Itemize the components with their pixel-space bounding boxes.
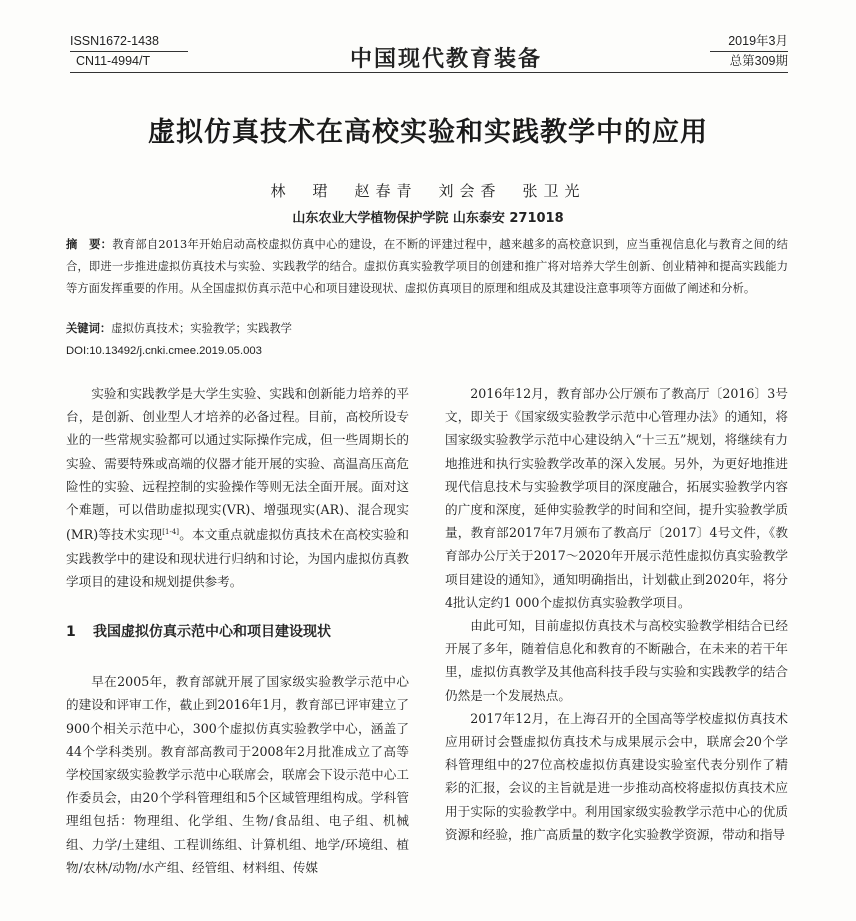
right-column [445, 382, 788, 846]
issn: ISSN1672-1438 [70, 32, 188, 52]
abstract [66, 234, 788, 300]
issue-date: 2019年3月 [710, 32, 788, 52]
keywords-label: 关键词： [66, 322, 112, 335]
header-rule [70, 72, 788, 73]
section-number: 1 [66, 624, 76, 641]
paper-title: 虚拟仿真技术在高校实验和实践教学中的应用 [148, 117, 708, 148]
section-title: 我国虚拟仿真示范中心和项目建设现状 [93, 624, 331, 641]
left-column [66, 382, 409, 879]
citation-ref: [1-4] [162, 528, 180, 537]
abstract-label: 摘 要： [66, 238, 113, 251]
body-paragraph: 早在2005年，教育部就开展了国家级实验教学示范中心的建设和评审工作，截止到2016年1月，教育部已评审建立了900个相关示范中心，300个虚拟仿真实验教学中心，涵盖了44个学科类别。教育部高教司于2008年2月批准成立了高等学校国家级实验教学示范中心联席会，联席会下设示范中心工作委员会，由20个学科管理组和5个区域管理组构成。学科管理组包括：物理组、化学组、生物/食品组、电子组、机械组、力学/土建组、工程训练组、计算机组、地学/环境组、植物/农林/动物/水产组、经管组、材料组、传媒 [66, 674, 409, 875]
issue-block [710, 32, 788, 70]
journal-name: 中国现代教育装备 [350, 46, 543, 72]
keywords [66, 318, 788, 340]
authors: 林 珺 赵春青 刘会香 张卫光 [270, 182, 586, 200]
keywords-text: 虚拟仿真技术；实验教学；实践教学 [111, 322, 292, 335]
affiliation: 山东农业大学植物保护学院 山东泰安 271018 [292, 211, 564, 226]
doi: DOI:10.13492/j.cnki.cmee.2019.05.003 [66, 345, 262, 357]
section-heading [66, 621, 409, 644]
issue-number: 总第309期 [729, 54, 788, 68]
cn-number: CN11-4994/T [76, 54, 151, 68]
body-paragraph: 由此可知，目前虚拟仿真技术与高校实验教学相结合已经开展了多年，随着信息化和教育的不断融合，在未来的若干年里，虚拟仿真教学及其他高科技手段与实验和实践教学的结合仍然是一个发展热点。 [445, 618, 788, 703]
intro-tail: 。本文重点就虚拟仿真技术在高校实验和实践教学中的建设和现状进行归纳和讨论，为国内虚拟仿真教学项目的建设和规划提供参考。 [66, 527, 409, 589]
journal-header [70, 32, 788, 72]
body-paragraph: 2017年12月，在上海召开的全国高等学校虚拟仿真技术应用研讨会暨虚拟仿真技术与成果展示会中，联席会20个学科管理组中的27位高校虚拟仿真建设实验室代表分别作了精彩的汇报，会议的主旨就是进一步推动高校将虚拟仿真技术应用于实际的实验教学中。利用国家级实验教学示范中心的优质资源和经验，推广高质量的数字化实验教学资源，带动和指导 [445, 710, 788, 842]
intro-paragraph [66, 382, 409, 593]
issn-block [70, 32, 188, 70]
intro-text: 实验和实践教学是大学生实验、实践和创新能力培养的平台，是创新、创业型人才培养的必备过程。目前，高校所设专业的一些常规实验都可以通过实际操作完成，但一些周期长的实验、需要特殊或高端的仪器才能开展的实验、高温高压高危险性的实验、远程控制的实验操作等则无法全面开展。面对这个难题，可以借助虚拟现实(VR)、增强现实(AR)、混合现实(MR)等技术实现 [66, 386, 409, 543]
abstract-text: 教育部自2013年开始启动高校虚拟仿真中心的建设，在不断的评建过程中，越来越多的高校意识到，应当重视信息化与教育之间的结合，即进一步推进虚拟仿真技术与实验、实践教学的结合。虚拟仿真实验教学项目的创建和推广将对培养大学生创新、创业精神和提高实践能力等方面发挥重要的作用。从全国虚拟仿真示范中心和项目建设现状、虚拟仿真项目的原理和组成及其建设注意事项等方面做了阐述和分析。 [66, 238, 788, 295]
body-paragraph: 2016年12月，教育部办公厅颁布了教高厅〔2016〕3号文，即关于《国家级实验教学示范中心管理办法》的通知，将国家级实验教学示范中心建设纳入“十三五”规划，将继续有力地推进和执行实验教学改革的深入发展。另外，为更好地推进现代信息技术与实验教学项目的深度融合，拓展实验教学内容的广度和深度，延伸实验教学的时间和空间，提升实验教学质量，教育部2017年7月颁布了教高厅〔2017〕4号文件，《教育部办公厅关于2017～2020年开展示范性虚拟仿真实验教学项目建设的通知》，通知明确指出，计划截止到2020年，将分4批认定约1 000个虚拟仿真实验教学项目。 [445, 386, 788, 610]
